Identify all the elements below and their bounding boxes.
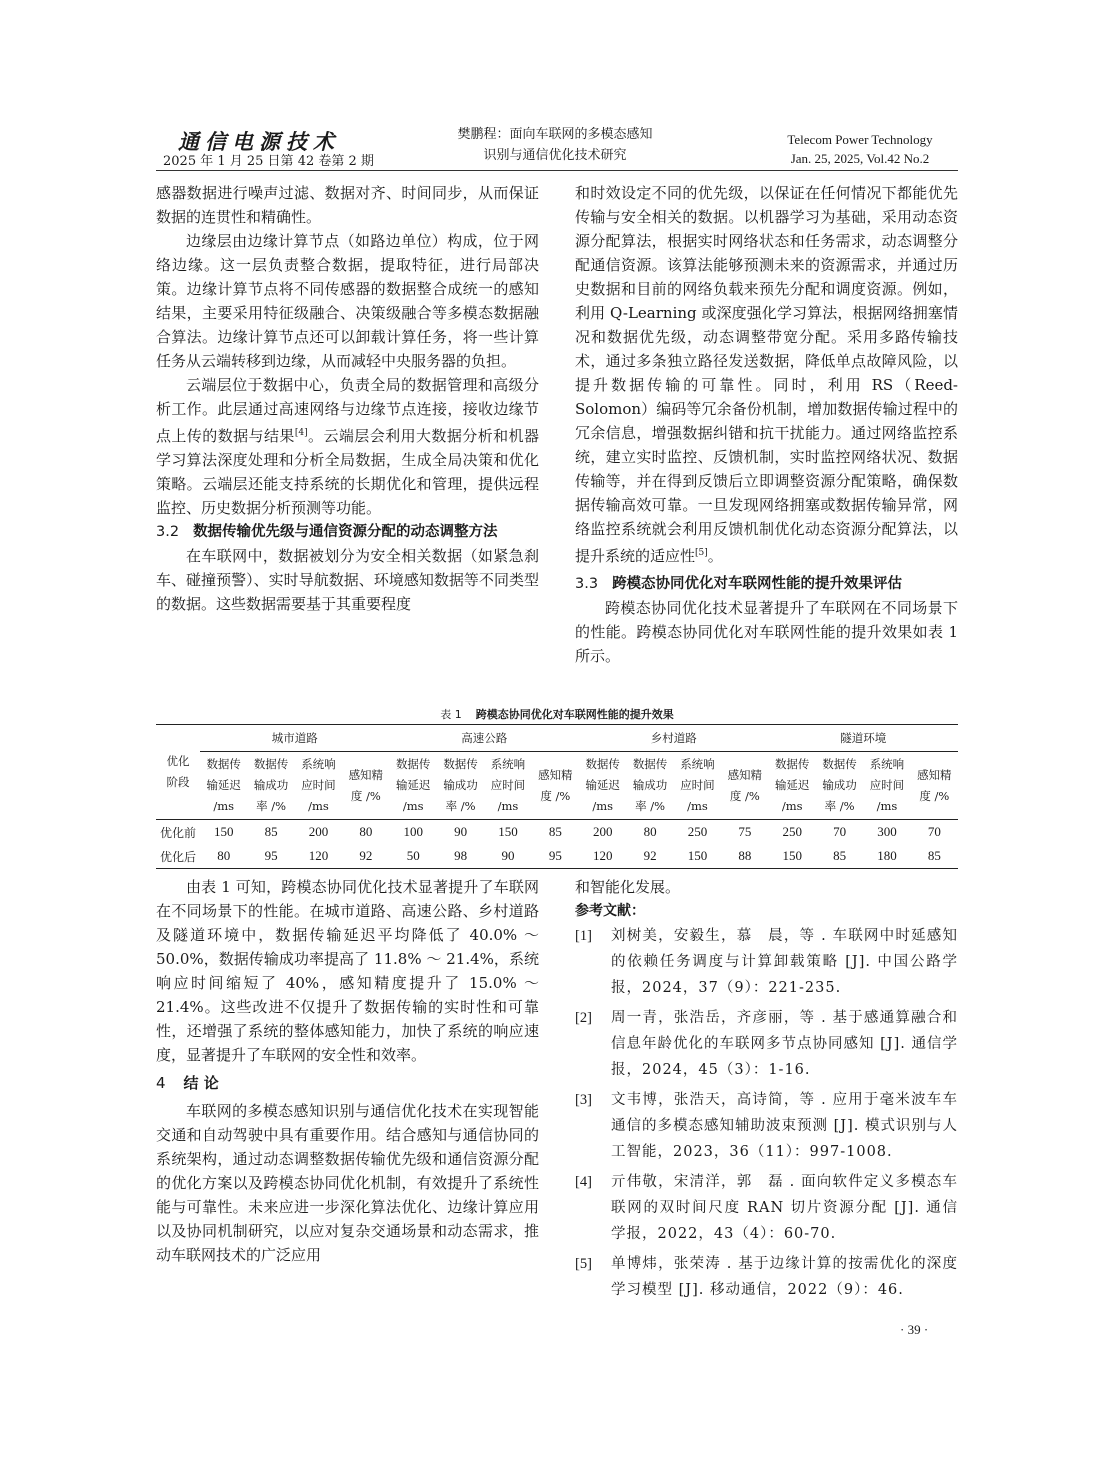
metric-header-line: 输成功 — [632, 778, 668, 792]
paragraph: 车联网的多模态感知识别与通信优化技术在实现智能交通和自动驾驶中具有重要作用。结合感知与通信协同的系统架构，通过动态调整数据传输优先级和通信资源分配的优化方案以及跨模态协同优化机制，有效提升了系统性能与可靠性。未来应进一步深化算法优化、边缘计算应用以及协同机制研究，以应对复杂交通场景和动态需求，推动车联网技术的广泛应用 — [156, 1102, 539, 1264]
section-number: 3.2 — [156, 524, 180, 540]
value-cell: 200 — [592, 824, 613, 839]
value-cell: 70 — [927, 824, 941, 839]
value-cell: 70 — [833, 824, 847, 839]
value-cell: 250 — [782, 824, 802, 839]
metric-header — [626, 752, 673, 820]
reference-number: [5] — [575, 1256, 592, 1272]
value-cell: 150 — [213, 824, 234, 839]
section-title: 数据传输优先级与通信资源分配的动态调整方法 — [193, 524, 498, 540]
paragraph: 在车联网中，数据被划分为安全相关数据（如紧急刹车、碰撞预警）、实时导航数据、环境感知数据等不同类型的数据。这些数据需要基于其重要程度 — [156, 547, 539, 613]
value-cell: 80 — [200, 844, 247, 869]
metric-header — [390, 752, 437, 820]
reference-item — [575, 1087, 958, 1165]
reference-item — [575, 1005, 958, 1083]
value-cell: 120 — [295, 844, 342, 869]
metric-header-line: 输延迟 — [774, 778, 810, 792]
value-cell: 250 — [687, 824, 708, 839]
metric-header — [484, 752, 531, 820]
metric-header-line: 感知精 — [538, 767, 573, 782]
section-heading-3-2 — [156, 520, 539, 544]
metric-header-line: 数据传 — [253, 757, 289, 771]
paragraph: 感器数据进行噪声过滤、数据对齐、时间同步，从而保证数据的连贯性和精确性。 — [156, 184, 539, 226]
paragraph: 由表 1 可知，跨模态协同优化技术显著提升了车联网在不同场景下的性能。在城市道路、高速公路、乡村道路及隧道环境中，数据传输延迟平均降低了 40.0% ～ 50.0%，数据传输成功率提高了 11.8% ～ 21.4%，系统响应时间缩短了 40%，感知精度提升了 15.0% ～ 21.4%。这些改进不仅提升了数据传输的实时性和可靠性，还增强了系统的整体感知能力，加快了系统的响应速度，显著提升了车联网的安全性和效率。 — [156, 878, 539, 1064]
metric-header-line: 度 /% — [919, 788, 950, 803]
table-row — [156, 844, 958, 869]
running-title-line2: 识别与通信优化技术研究 — [483, 148, 627, 163]
metric-header-line: 数据传 — [443, 757, 478, 771]
metric-header-line: 输成功 — [253, 778, 289, 792]
paragraph: 和智能化发展。 — [575, 878, 681, 896]
value-cell: 300 — [877, 824, 897, 839]
paragraph — [156, 373, 539, 520]
stage-header-line1: 优化 — [166, 754, 190, 768]
value-cell: 90 — [454, 824, 468, 839]
running-title — [440, 124, 670, 166]
value-cell: 180 — [863, 844, 910, 869]
metric-header-line: 系统响 — [490, 757, 526, 771]
metric-header-line: 度 /% — [729, 788, 760, 803]
metric-header — [247, 752, 294, 820]
reference-text: 刘树美，安毅生，慕 晨，等 . 车联网中时延感知的依赖任务调度与计算卸载策略 [J]. 中国公路学报，2024，37（9）：221-235. — [611, 928, 958, 996]
running-title-line1: 樊鹏程：面向车联网的多模态感知 — [457, 127, 653, 142]
reference-number: [2] — [575, 1010, 592, 1026]
stage-header-line2: 阶段 — [166, 775, 190, 789]
metric-header — [769, 752, 816, 820]
reference-number: [3] — [575, 1092, 592, 1108]
reference-number: [4] — [575, 1174, 592, 1190]
value-cell: 88 — [721, 844, 768, 869]
value-cell: 80 — [643, 824, 657, 839]
value-cell: 95 — [532, 844, 579, 869]
text-run: 云端层位于数据中心，负责全局的数据管理和高级分析工作。此层通过高速网络与边缘节点连接，接收边缘节点上传的数据与结果 — [156, 376, 539, 445]
metric-header — [816, 752, 863, 820]
section-heading-4 — [156, 1067, 539, 1099]
value-cell: 150 — [498, 824, 518, 839]
metric-header-line: 度 /% — [540, 788, 571, 803]
reference-item — [575, 923, 958, 1001]
header-rule — [156, 170, 958, 171]
table-caption — [156, 706, 958, 722]
metric-header-line: 率 /% — [824, 799, 855, 813]
value-cell: 85 — [264, 824, 278, 839]
value-cell: 90 — [484, 844, 531, 869]
value-cell: 50 — [390, 844, 437, 869]
metric-header-line: 率 /% — [635, 799, 666, 813]
value-cell: 75 — [738, 824, 752, 839]
metric-header-line: 输成功 — [822, 778, 857, 792]
metric-header-line: /ms — [781, 799, 803, 813]
group-header: 乡村道路 — [579, 725, 769, 752]
metric-header-line: 应时间 — [301, 778, 336, 792]
journal-name-en: Telecom Power Technology — [787, 132, 933, 147]
table-body — [156, 820, 958, 869]
table-title: 跨模态协同优化对车联网性能的提升效果 — [475, 708, 674, 721]
value-cell: 85 — [548, 824, 562, 839]
value-cell: 200 — [308, 824, 329, 839]
reference-text: 单博炜，张荣涛 . 基于边缘计算的按需优化的深度学习模型 [J]. 移动通信，2022（9）：46. — [611, 1256, 958, 1298]
reference-item — [575, 1169, 958, 1247]
metric-header-line: 数据传 — [774, 757, 810, 771]
metric-header-line: 应时间 — [680, 778, 715, 792]
stage-cell: 优化后 — [156, 844, 200, 869]
metric-header-line: 感知精 — [727, 767, 763, 782]
value-cell: 92 — [342, 844, 389, 869]
value-cell: 120 — [579, 844, 626, 869]
value-cell: 85 — [911, 844, 958, 869]
metric-header-line: /ms — [308, 799, 329, 813]
issue-date-en: Jan. 25, 2025, Vol.42 No.2 — [790, 151, 930, 166]
metric-header — [863, 752, 910, 820]
metric-header-line: 应时间 — [869, 778, 905, 792]
journal-info-en — [760, 130, 960, 168]
metric-header — [674, 752, 721, 820]
metric-header-line: /ms — [497, 799, 519, 813]
value-cell: 98 — [437, 844, 484, 869]
value-cell: 80 — [359, 824, 373, 839]
metric-header-line: 输成功 — [443, 778, 478, 792]
text-run: 。云端层会利用大数据分析和机器学习算法深度处理和分析全局数据，生成全局决策和优化策略。云端层还能支持系统的长期优化和管理，提供远程监控、历史数据分析预测等功能。 — [156, 427, 539, 517]
metric-header-line: 度 /% — [350, 788, 381, 803]
metric-header-line: 感知精 — [917, 767, 952, 782]
reference-text: 周一青，张浩岳，齐彦丽，等 . 基于感通算融合和信息年龄优化的车联网多节点协同感知 [J]. 通信学报，2024，45（3）：1-16. — [611, 1010, 958, 1078]
metric-header-line: 输延迟 — [395, 778, 431, 792]
metric-header — [295, 752, 342, 820]
metric-header-line: /ms — [687, 799, 708, 813]
citation: [5] — [695, 548, 708, 558]
value-cell: 150 — [674, 844, 721, 869]
metric-header-line: /ms — [592, 799, 614, 813]
reference-item — [575, 1251, 958, 1303]
section-title: 跨模态协同优化对车联网性能的提升效果评估 — [612, 576, 903, 592]
left-column-top — [156, 181, 539, 616]
paragraph — [575, 181, 958, 568]
metric-header-line: /ms — [876, 799, 898, 813]
metric-header-line: 数据传 — [395, 757, 431, 771]
group-header: 高速公路 — [390, 725, 580, 752]
table-metric-header-row — [156, 752, 958, 820]
metric-header-line: 系统响 — [301, 757, 336, 771]
metric-header-line: 率 /% — [445, 799, 476, 813]
metric-header-line: /ms — [402, 799, 424, 813]
table-group-header-row — [156, 725, 958, 752]
references-heading: 参考文献： — [575, 903, 645, 919]
metric-header — [532, 752, 579, 820]
reference-text: 亓伟敬，宋清洋，郭 磊 . 面向软件定义多模态车联网的双时间尺度 RAN 切片资源分配 [J]. 通信学报，2022，43（4）：60-70. — [611, 1174, 958, 1242]
right-column-bottom — [575, 875, 958, 1307]
metric-header — [721, 752, 768, 820]
metric-header-line: /ms — [213, 799, 235, 813]
reference-number: [1] — [575, 928, 592, 944]
metric-header — [200, 752, 247, 820]
citation: [4] — [294, 428, 308, 438]
paragraph: 跨模态协同优化技术显著提升了车联网在不同场景下的性能。跨模态协同优化对车联网性能的提升效果如表 1 所示。 — [575, 599, 958, 665]
journal-logo: 通信电源技术 — [178, 129, 340, 154]
metric-header — [342, 752, 389, 820]
value-cell: 100 — [403, 824, 423, 839]
section-number: 4 — [156, 1074, 166, 1092]
text-run: 。 — [707, 547, 723, 565]
section-heading-3-3 — [575, 572, 958, 596]
performance-table — [156, 724, 958, 869]
metric-header — [579, 752, 626, 820]
value-cell: 95 — [247, 844, 294, 869]
value-cell: 92 — [626, 844, 673, 869]
metric-header-line: 系统响 — [869, 757, 905, 771]
left-column-bottom — [156, 875, 539, 1267]
value-cell: 150 — [769, 844, 816, 869]
metric-header-line: 感知精 — [348, 767, 384, 782]
stage-cell: 优化前 — [159, 825, 196, 840]
reference-list — [575, 923, 958, 1303]
section-number: 3.3 — [575, 576, 599, 592]
metric-header-line: 系统响 — [680, 757, 715, 771]
metric-header-line: 率 /% — [256, 799, 287, 813]
metric-header-line: 输延迟 — [585, 778, 620, 792]
stage-header — [156, 725, 200, 820]
metric-header-line: 数据传 — [632, 757, 668, 771]
group-header: 城市道路 — [200, 725, 390, 752]
right-column-top — [575, 181, 958, 668]
reference-text: 文韦博，张浩天，高诗简，等 . 应用于毫米波车车通信的多模态感知辅助波束预测 [J]. 模式识别与人工智能，2023，36（11）：997-1008. — [611, 1092, 958, 1160]
paragraph: 边缘层由边缘计算节点（如路边单位）构成，位于网络边缘。这一层负责整合数据，提取特征，进行局部决策。边缘计算节点将不同传感器的数据整合成统一的感知结果，主要采用特征级融合、决策级融合等多模态数据融合算法。边缘计算节点还可以卸载计算任务，将一些计算任务从云端转移到边缘，从而减轻中央服务器的负担。 — [156, 232, 539, 370]
value-cell: 85 — [816, 844, 863, 869]
text-run: 和时效设定不同的优先级，以保证在任何情况下都能优先传输与安全相关的数据。以机器学习为基础，采用动态资源分配算法，根据实时网络状态和任务需求，动态调整分配通信资源。该算法能够预测未来的资源需求，并通过历史数据和目前的网络负载来预先分配和调度资源。例如，利用 Q-Learning 或深度强化学习算法，根据网络拥塞情况和数据优先级，动态调整带宽分配。采用多路传输技术，通过多条独立路径发送数据，降低单点故障风险，以提升数据传输的可靠性。同时，利用 RS（Reed-Solomon）编码等冗余备份机制，增加数据传输过程中的冗余信息，增强数据纠错和抗干扰能力。通过网络监控系统，建立实时监控、反馈机制，实时监控网络状况、数据传输等，并在得到反馈后立即调整资源分配策略，确保数据传输高效可靠。一旦发现网络拥塞或数据传输异常，网络监控系统就会利用反馈机制优化动态资源分配算法，以提升系统的适应性 — [575, 184, 958, 565]
issue-date-cn: 2025 年 1 月 25 日第 42 卷第 2 期 — [163, 154, 374, 169]
metric-header-line: 数据传 — [822, 757, 857, 771]
metric-header-line: 数据传 — [206, 757, 241, 771]
section-title: 结 论 — [183, 1074, 219, 1092]
page-number: · 39 · — [900, 1322, 929, 1337]
metric-header-line: 数据传 — [585, 757, 620, 771]
metric-header-line: 应时间 — [490, 778, 526, 792]
table-row — [156, 820, 958, 845]
table-number: 表 1 — [440, 708, 462, 721]
metric-header — [437, 752, 484, 820]
metric-header — [911, 752, 958, 820]
group-header: 隧道环境 — [769, 725, 959, 752]
metric-header-line: 输延迟 — [206, 778, 241, 792]
